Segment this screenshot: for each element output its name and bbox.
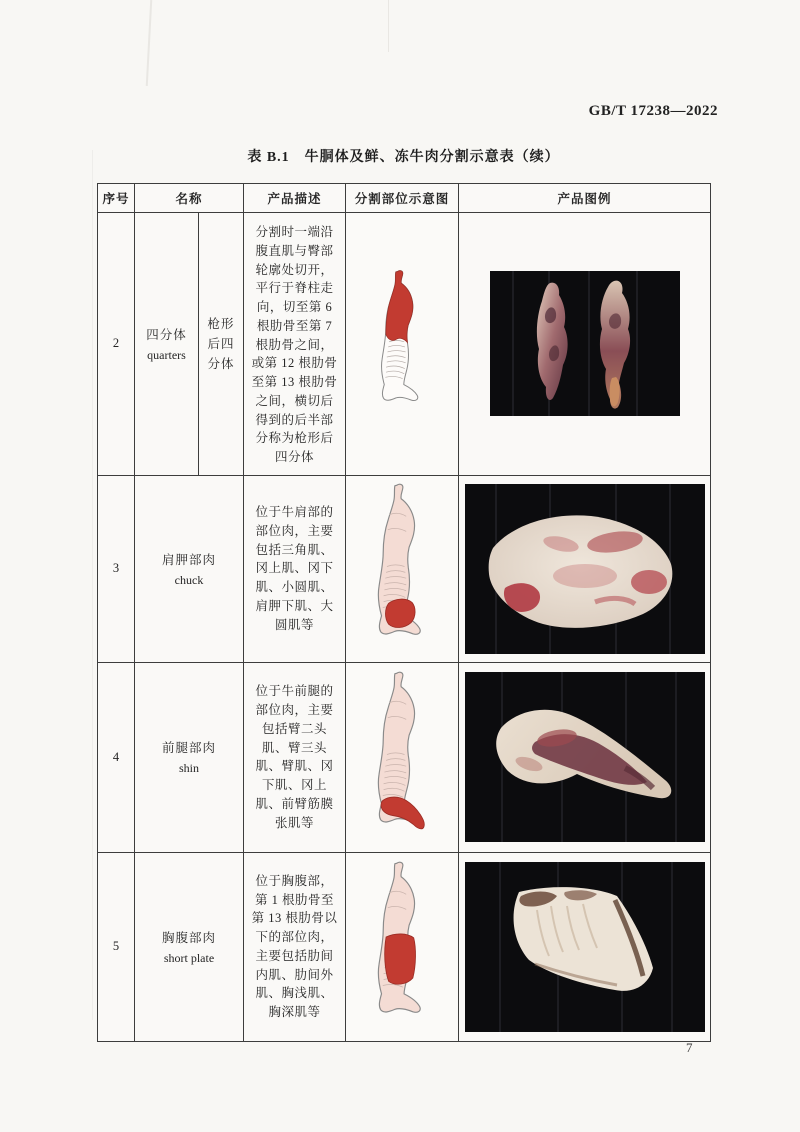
- description-cell: 位于胸腹部，第 1 根肋骨至第 13 根肋骨以下的部位肉，主要包括肋间内肌、肋间外肌、胸浅肌、胸深肌等: [244, 852, 346, 1041]
- description-cell: 分割时一端沿腹直肌与臀部轮廓处切开，平行于脊柱走向，切至第 6 根肋骨至第 7 根肋骨之间，或第 12 根肋骨至第 13 根肋骨之间，横切后得到的后半部分称为枪形后四分体: [244, 213, 346, 476]
- description-cell: 位于牛前腿的部位肉，主要包括臂二头肌、臂三头肌、臂肌、冈下肌、冈上肌、前臂筋膜张肌等: [244, 662, 346, 852]
- name-cell: [135, 475, 244, 662]
- table-row: [98, 475, 711, 662]
- serial-number: 4: [98, 662, 135, 852]
- carcass-diagram-chuck-icon: [356, 481, 448, 657]
- column-header-description: 产品描述: [244, 184, 346, 213]
- standard-table: [97, 183, 711, 1042]
- name-english: shin: [179, 761, 200, 776]
- photo-cell: [459, 852, 711, 1041]
- carcass-diagram-shin-icon: [356, 669, 448, 845]
- product-photo-hindquarters: [490, 271, 680, 416]
- name-chinese: 胸腹部肉: [162, 930, 217, 945]
- diagram-cell: [346, 213, 459, 476]
- column-header-name: 名称: [135, 184, 244, 213]
- name-english: short plate: [163, 950, 215, 965]
- description-cell: 位于牛肩部的部位肉，主要包括三角肌、冈上肌、冈下肌、小圆肌、肩胛下肌、大圆肌等: [244, 475, 346, 662]
- serial-number: 3: [98, 475, 135, 662]
- serial-number: 2: [98, 213, 135, 476]
- name-cell: [135, 852, 244, 1041]
- carcass-diagram-pistol-hindquarter-icon: [362, 268, 442, 420]
- page-number: 7: [686, 1040, 693, 1055]
- table-row: [98, 662, 711, 852]
- name-cell: [135, 662, 244, 852]
- name-english: chuck: [174, 572, 204, 587]
- doc-number: GB/T 17238—2022: [588, 103, 718, 119]
- product-photo-short-plate: [465, 862, 705, 1032]
- diagram-cell: [346, 662, 459, 852]
- name-english: quarters: [147, 347, 186, 362]
- name-cell: [135, 213, 199, 476]
- scan-artifact: [146, 0, 152, 86]
- column-header-index: 序号: [98, 184, 135, 213]
- table-header-row: [98, 184, 711, 213]
- serial-number: 5: [98, 852, 135, 1041]
- table-row: [98, 213, 711, 476]
- name-chinese: 前腿部肉: [162, 741, 217, 756]
- photo-cell: [459, 475, 711, 662]
- product-photo-shin: [465, 672, 705, 842]
- table-row: [98, 852, 711, 1041]
- photo-cell: [459, 213, 711, 476]
- scan-artifact: [92, 150, 93, 1020]
- name-chinese: 四分体: [146, 327, 187, 342]
- product-photo-chuck: [465, 484, 705, 654]
- diagram-cell: [346, 475, 459, 662]
- table-title: 表 B.1 牛胴体及鲜、冻牛肉分割示意表（续）: [247, 150, 560, 165]
- name-chinese: 肩胛部肉: [162, 552, 217, 567]
- scan-artifact: [388, 0, 389, 52]
- carcass-diagram-short-plate-icon: [356, 859, 448, 1035]
- name-variant: 枪形后四分体: [199, 213, 244, 476]
- photo-cell: [459, 662, 711, 852]
- diagram-cell: [346, 852, 459, 1041]
- column-header-photo: 产品图例: [459, 184, 711, 213]
- column-header-diagram: 分割部位示意图: [346, 184, 459, 213]
